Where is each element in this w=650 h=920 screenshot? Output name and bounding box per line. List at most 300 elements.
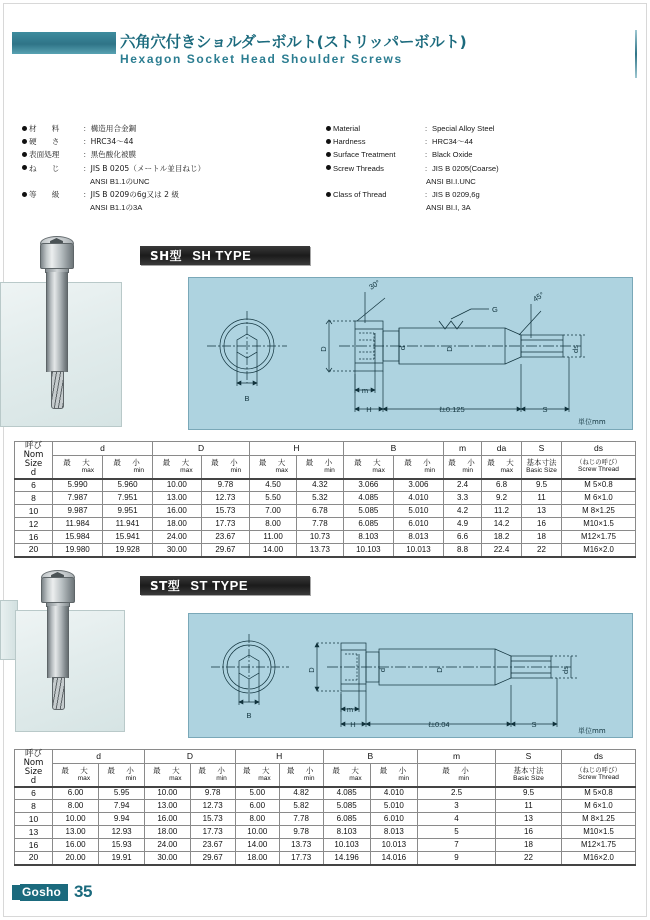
st-label-m: m xyxy=(346,705,354,714)
sh-table-subheader-row xyxy=(15,455,636,478)
st-label-S: S xyxy=(531,720,537,729)
spec-separator: ： xyxy=(83,137,91,147)
cell: 13.00 xyxy=(53,826,99,839)
cell: 19.928 xyxy=(103,544,153,557)
cell: 7.78 xyxy=(279,813,323,826)
spec-value: 黒色酸化被膜 xyxy=(90,150,137,160)
bullet-icon xyxy=(22,152,27,157)
page-title-japanese: 六角穴付きショルダーボルト(ストリッパーボルト) xyxy=(120,33,467,51)
cell: 18.00 xyxy=(153,518,202,531)
cell: 18.00 xyxy=(145,826,190,839)
cell: 2.4 xyxy=(444,479,482,492)
cell-thread: M16×2.0 xyxy=(562,852,636,865)
cell: 5.82 xyxy=(279,800,323,813)
cell: 6.00 xyxy=(53,787,99,800)
sh-label-D2: D xyxy=(445,346,454,352)
cell: 8.8 xyxy=(444,544,482,557)
cell: 9.2 xyxy=(482,492,522,505)
st-label-D: D xyxy=(307,667,316,673)
st-technical-drawing xyxy=(188,613,633,738)
spec-row xyxy=(326,135,626,148)
sh-label-length: ℓ±0.125 xyxy=(439,405,465,414)
sh-subhead-H-max: 最 大 max xyxy=(250,455,297,478)
cell: 10.00 xyxy=(145,787,190,800)
cell: 8.013 xyxy=(370,826,417,839)
st-banner-label-en: ST TYPE xyxy=(190,578,249,593)
cell: 4 xyxy=(418,813,496,826)
st-table-body xyxy=(15,787,636,865)
cell: 14.016 xyxy=(370,852,417,865)
cell: 19.980 xyxy=(53,544,103,557)
cell: 29.67 xyxy=(201,544,249,557)
cell: 22 xyxy=(522,544,562,557)
sh-label-B: B xyxy=(244,394,250,403)
cell: 4.50 xyxy=(250,479,297,492)
cell: 9.5 xyxy=(496,787,562,800)
spec-value-continuation: ANSI B1.1の3A xyxy=(90,203,143,213)
spec-value-continuation: ANSI BI.I.UNC xyxy=(426,176,476,186)
spec-value: HRC34〜44 xyxy=(432,137,473,147)
bullet-icon xyxy=(22,165,27,170)
cell: 19.91 xyxy=(99,852,145,865)
st-col-group-B: B xyxy=(323,750,417,764)
spec-value-continuation: ANSI BI.I, 3A xyxy=(426,203,471,213)
cell: 13.73 xyxy=(279,839,323,852)
sh-col-group-da: da xyxy=(482,442,522,456)
sh-col-group-m: m xyxy=(444,442,482,456)
spec-separator: ： xyxy=(83,150,91,160)
cell: 6.085 xyxy=(343,518,393,531)
cell: 5.085 xyxy=(343,505,393,518)
cell: 11.00 xyxy=(250,531,297,544)
cell: 15.73 xyxy=(190,813,235,826)
sh-col-nom-size: 呼び Nom Size d xyxy=(15,442,53,479)
st-subhead-D-max: 最 大 max xyxy=(145,763,190,786)
spec-value: JIS B 0209,6g xyxy=(432,190,480,200)
cell-nom: 8 xyxy=(15,800,53,813)
spec-separator: ： xyxy=(83,124,91,133)
spec-label: 硬 さ xyxy=(29,137,60,147)
st-label-d: d xyxy=(378,667,387,673)
bolt-head xyxy=(40,243,74,269)
spec-row xyxy=(22,148,332,161)
cell: 14.196 xyxy=(323,852,370,865)
spec-value: Black Oxide xyxy=(432,150,473,160)
cell: 4.085 xyxy=(323,787,370,800)
sh-subhead-H-min: 最 小 min xyxy=(297,455,344,478)
cell: 5.990 xyxy=(53,479,103,492)
spec-label: Surface Treatment xyxy=(333,150,396,160)
cell: 4.010 xyxy=(370,787,417,800)
cell: 5.00 xyxy=(235,787,279,800)
cell-nom: 6 xyxy=(15,479,53,492)
cell: 7.78 xyxy=(297,518,344,531)
sh-table-group-header-row xyxy=(15,442,636,456)
spec-label: Hardness xyxy=(333,137,366,147)
cell: 29.67 xyxy=(190,852,235,865)
cell-nom: 13 xyxy=(15,826,53,839)
cell: 5.32 xyxy=(297,492,344,505)
sh-type-banner xyxy=(140,246,310,265)
st-subhead-D-min: 最 小 min xyxy=(190,763,235,786)
cell: 15.93 xyxy=(99,839,145,852)
cell: 5.010 xyxy=(370,800,417,813)
st-subhead-d-min: 最 小 min xyxy=(99,763,145,786)
cell: 6.8 xyxy=(482,479,522,492)
cell: 9.987 xyxy=(53,505,103,518)
table-row xyxy=(15,492,636,505)
cell: 16.00 xyxy=(145,813,190,826)
cell: 9.94 xyxy=(99,813,145,826)
table-row xyxy=(15,826,636,839)
sh-label-D: D xyxy=(319,346,328,352)
sh-label-m: m xyxy=(361,386,369,395)
cell: 11 xyxy=(496,800,562,813)
bullet-icon xyxy=(326,192,331,197)
st-table-subheader-row xyxy=(15,763,636,786)
st-label-H: H xyxy=(350,720,356,729)
cell: 6.085 xyxy=(323,813,370,826)
cell: 12.73 xyxy=(190,800,235,813)
cell: 22 xyxy=(496,852,562,865)
cell: 14.00 xyxy=(250,544,297,557)
cell: 16.00 xyxy=(53,839,99,852)
cell-thread: M 8×1.25 xyxy=(562,813,636,826)
sh-banner-label-en: SH TYPE xyxy=(192,248,252,263)
cell: 10.73 xyxy=(297,531,344,544)
sh-subhead-m-min: 最 小 min xyxy=(444,455,482,478)
cell: 11.2 xyxy=(482,505,522,518)
sh-label-knurl: G xyxy=(492,305,498,314)
cell: 18.2 xyxy=(482,531,522,544)
cell: 16.00 xyxy=(153,505,202,518)
cell-nom: 16 xyxy=(15,531,53,544)
st-bolt-photo xyxy=(28,570,78,730)
cell: 5.010 xyxy=(393,505,443,518)
st-col-group-H: H xyxy=(235,750,323,764)
st-unit-label: 単位mm xyxy=(578,727,606,735)
cell: 3.3 xyxy=(444,492,482,505)
cell-thread: M12×1.75 xyxy=(562,531,636,544)
cell: 6.010 xyxy=(370,813,417,826)
cell: 4.2 xyxy=(444,505,482,518)
st-col-nom-size: 呼び Nom Size d xyxy=(15,750,53,787)
cell: 18 xyxy=(522,531,562,544)
cell: 15.984 xyxy=(53,531,103,544)
cell: 15.941 xyxy=(103,531,153,544)
cell: 13.00 xyxy=(153,492,202,505)
cell-thread: M 6×1.0 xyxy=(562,492,636,505)
sh-unit-label: 単位mm xyxy=(578,418,606,426)
sh-col-group-B: B xyxy=(343,442,443,456)
st-col-group-ds: ds xyxy=(562,750,636,764)
spec-row xyxy=(326,162,626,175)
sh-bolt-photo xyxy=(26,236,76,426)
cell: 23.67 xyxy=(190,839,235,852)
cell: 8.103 xyxy=(323,826,370,839)
table-row xyxy=(15,518,636,531)
cell: 17.73 xyxy=(201,518,249,531)
cell: 13 xyxy=(522,505,562,518)
cell: 30.00 xyxy=(145,852,190,865)
table-row xyxy=(15,800,636,813)
cell: 5.960 xyxy=(103,479,153,492)
cell: 7.987 xyxy=(53,492,103,505)
cell-thread: M10×1.5 xyxy=(562,826,636,839)
table-row xyxy=(15,852,636,865)
st-banner-label-jp: ST型 xyxy=(150,579,181,593)
spec-separator: : xyxy=(425,124,428,133)
st-subhead-ds-thread: （ねじの呼び） Screw Thread xyxy=(562,763,636,786)
cell: 6.6 xyxy=(444,531,482,544)
sh-label-S: S xyxy=(542,405,548,414)
cell: 9.78 xyxy=(201,479,249,492)
spec-value-continuation: ANSI B1.1のUNC xyxy=(90,176,150,186)
cell: 7.94 xyxy=(99,800,145,813)
spec-row xyxy=(22,162,332,175)
cell: 4.82 xyxy=(279,787,323,800)
spec-row xyxy=(326,148,626,161)
spec-value: Special Alloy Steel xyxy=(432,124,495,133)
cell: 13.73 xyxy=(297,544,344,557)
cell: 17.73 xyxy=(190,826,235,839)
cell: 10.013 xyxy=(370,839,417,852)
sh-col-group-D: D xyxy=(153,442,250,456)
table-row xyxy=(15,839,636,852)
cell: 2.5 xyxy=(418,787,496,800)
bolt-shoulder-shank xyxy=(47,606,69,678)
sh-subhead-D-max: 最 大 max xyxy=(153,455,202,478)
spec-separator: : xyxy=(425,137,428,147)
cell: 8.103 xyxy=(343,531,393,544)
sh-subhead-S-basic: 基本寸法 Basic Size xyxy=(522,455,562,478)
cell-thread: M10×1.5 xyxy=(562,518,636,531)
spec-row xyxy=(22,122,332,135)
cell: 10.103 xyxy=(323,839,370,852)
st-label-ds: ds xyxy=(561,666,570,674)
cell: 16 xyxy=(522,518,562,531)
cell-thread: M 6×1.0 xyxy=(562,800,636,813)
sh-label-angle-right: 45° xyxy=(531,290,546,304)
st-col-group-m: m xyxy=(418,750,496,764)
footer-accent-bar xyxy=(12,885,20,900)
cell: 6.010 xyxy=(393,518,443,531)
cell: 10.013 xyxy=(393,544,443,557)
st-subhead-B-max: 最 大 max xyxy=(323,763,370,786)
st-subhead-H-max: 最 大 max xyxy=(235,763,279,786)
header-accent-bar xyxy=(12,32,116,54)
st-label-B: B xyxy=(246,711,252,720)
cell-nom: 16 xyxy=(15,839,53,852)
cell: 9.951 xyxy=(103,505,153,518)
cell: 8.00 xyxy=(250,518,297,531)
cell: 11 xyxy=(522,492,562,505)
sh-subhead-da-max: 最 大 max xyxy=(482,455,522,478)
table-row xyxy=(15,505,636,518)
cell: 24.00 xyxy=(153,531,202,544)
cell-thread: M 5×0.8 xyxy=(562,479,636,492)
spec-separator: : xyxy=(425,163,428,173)
table-row xyxy=(15,787,636,800)
bullet-icon xyxy=(22,192,27,197)
cell: 5 xyxy=(418,826,496,839)
table-row xyxy=(15,531,636,544)
sh-col-group-S: S xyxy=(522,442,562,456)
spec-label: ね じ xyxy=(29,163,60,173)
cell: 14.00 xyxy=(235,839,279,852)
sh-subhead-d-min: 最 小 min xyxy=(103,455,153,478)
st-label-D2: D xyxy=(435,667,444,673)
cell: 8.00 xyxy=(235,813,279,826)
table-row xyxy=(15,813,636,826)
sh-subhead-B-min: 最 小 min xyxy=(393,455,443,478)
cell: 9 xyxy=(418,852,496,865)
bolt-shoulder-shank xyxy=(46,272,68,372)
cell: 10.00 xyxy=(53,813,99,826)
cell: 3 xyxy=(418,800,496,813)
cell: 7.00 xyxy=(250,505,297,518)
spec-separator: : xyxy=(425,150,428,160)
cell: 5.95 xyxy=(99,787,145,800)
st-subhead-S-basic: 基本寸法 Basic Size xyxy=(496,763,562,786)
sh-label-H: H xyxy=(366,405,372,414)
footer-page-number: 35 xyxy=(74,882,92,901)
table-row xyxy=(15,544,636,557)
cell: 4.010 xyxy=(393,492,443,505)
sh-col-group-ds: ds xyxy=(562,442,636,456)
cell: 8.013 xyxy=(393,531,443,544)
cell: 11.941 xyxy=(103,518,153,531)
sh-table-body xyxy=(15,479,636,557)
cell: 30.00 xyxy=(153,544,202,557)
cell-nom: 8 xyxy=(15,492,53,505)
cell: 7 xyxy=(418,839,496,852)
bullet-icon xyxy=(326,152,331,157)
cell: 6.00 xyxy=(235,800,279,813)
sh-technical-drawing xyxy=(188,277,633,430)
sh-label-angle-left: 30° xyxy=(367,278,382,292)
st-subhead-B-min: 最 小 min xyxy=(370,763,417,786)
st-col-group-D: D xyxy=(145,750,236,764)
spec-label: Material xyxy=(333,124,361,133)
sh-subhead-B-max: 最 大 max xyxy=(343,455,393,478)
cell: 13 xyxy=(496,813,562,826)
cell: 6.78 xyxy=(297,505,344,518)
cell: 13.00 xyxy=(145,800,190,813)
cell-nom: 6 xyxy=(15,787,53,800)
st-subhead-d-max: 最 大 max xyxy=(53,763,99,786)
cell: 9.78 xyxy=(279,826,323,839)
cell: 12.93 xyxy=(99,826,145,839)
spec-row xyxy=(22,135,332,148)
spec-value: JIS B 0209の6g又は 2 級 xyxy=(90,190,179,200)
spec-label: 材 料 xyxy=(29,124,60,133)
st-col-group-d: d xyxy=(53,750,145,764)
bolt-thread xyxy=(52,677,65,710)
cell-thread: M 5×0.8 xyxy=(562,787,636,800)
cell: 9.5 xyxy=(522,479,562,492)
sh-specification-table xyxy=(14,441,636,558)
sh-subhead-D-min: 最 小 min xyxy=(201,455,249,478)
spec-label: 等 級 xyxy=(29,190,60,200)
cell-nom: 12 xyxy=(15,518,53,531)
cell: 17.73 xyxy=(279,852,323,865)
cell: 11.984 xyxy=(53,518,103,531)
cell: 5.50 xyxy=(250,492,297,505)
bullet-icon xyxy=(326,165,331,170)
bullet-icon xyxy=(22,139,27,144)
cell: 7.951 xyxy=(103,492,153,505)
page-footer xyxy=(12,882,92,902)
cell: 12.73 xyxy=(201,492,249,505)
spec-value: JIS B 0205(Coarse) xyxy=(432,163,499,173)
cell: 10.00 xyxy=(153,479,202,492)
cell: 10.103 xyxy=(343,544,393,557)
cell: 10.00 xyxy=(235,826,279,839)
st-label-length: ℓ±0.04 xyxy=(428,720,450,729)
cell: 8.00 xyxy=(53,800,99,813)
st-col-group-S: S xyxy=(496,750,562,764)
specification-list-japanese xyxy=(22,122,332,214)
st-specification-table xyxy=(14,749,636,866)
specification-list-english xyxy=(326,122,626,214)
st-table-group-header-row xyxy=(15,750,636,764)
footer-brand: Gosho xyxy=(20,884,68,901)
cell-nom: 10 xyxy=(15,813,53,826)
spec-row xyxy=(326,122,626,135)
cell: 4.32 xyxy=(297,479,344,492)
st-type-banner xyxy=(140,576,310,595)
cell: 18 xyxy=(496,839,562,852)
spec-value: 構造用合金鋼 xyxy=(90,124,137,133)
cell: 5.085 xyxy=(323,800,370,813)
spec-label: Class of Thread xyxy=(333,190,387,200)
cell: 9.78 xyxy=(190,787,235,800)
cell: 3.066 xyxy=(343,479,393,492)
sh-label-d: d xyxy=(398,345,407,351)
sh-drawing-svg xyxy=(189,278,634,431)
st-subhead-H-min: 最 小 min xyxy=(279,763,323,786)
spec-separator: : xyxy=(425,190,428,200)
cell: 20.00 xyxy=(53,852,99,865)
header-right-rule xyxy=(635,30,637,78)
cell-nom: 20 xyxy=(15,544,53,557)
cell: 24.00 xyxy=(145,839,190,852)
spec-separator: ： xyxy=(83,190,91,200)
table-row xyxy=(15,479,636,492)
spec-label: 表面処理 xyxy=(29,150,60,160)
cell-nom: 20 xyxy=(15,852,53,865)
page-title-english: Hexagon Socket Head Shoulder Screws xyxy=(120,52,403,66)
spec-value: JIS B 0205（メートル並目ねじ） xyxy=(90,163,206,173)
spec-value: HRC34〜44 xyxy=(90,137,134,147)
sh-banner-label-jp: SH型 xyxy=(150,249,183,263)
sh-subhead-ds-thread: （ねじの呼び） Screw Thread xyxy=(562,455,636,478)
sh-subhead-d-max: 最 大 max xyxy=(53,455,103,478)
bolt-thread xyxy=(51,371,64,409)
st-subhead-m-min: 最 小 min xyxy=(418,763,496,786)
cell-thread: M 8×1.25 xyxy=(562,505,636,518)
spec-separator: ： xyxy=(83,163,91,173)
cell-nom: 10 xyxy=(15,505,53,518)
st-drawing-svg xyxy=(189,614,634,739)
cell-thread: M12×1.75 xyxy=(562,839,636,852)
sh-col-group-H: H xyxy=(250,442,344,456)
bullet-icon xyxy=(22,126,27,131)
sh-col-group-d: d xyxy=(53,442,153,456)
spec-row xyxy=(22,188,332,201)
spec-row xyxy=(326,188,626,201)
